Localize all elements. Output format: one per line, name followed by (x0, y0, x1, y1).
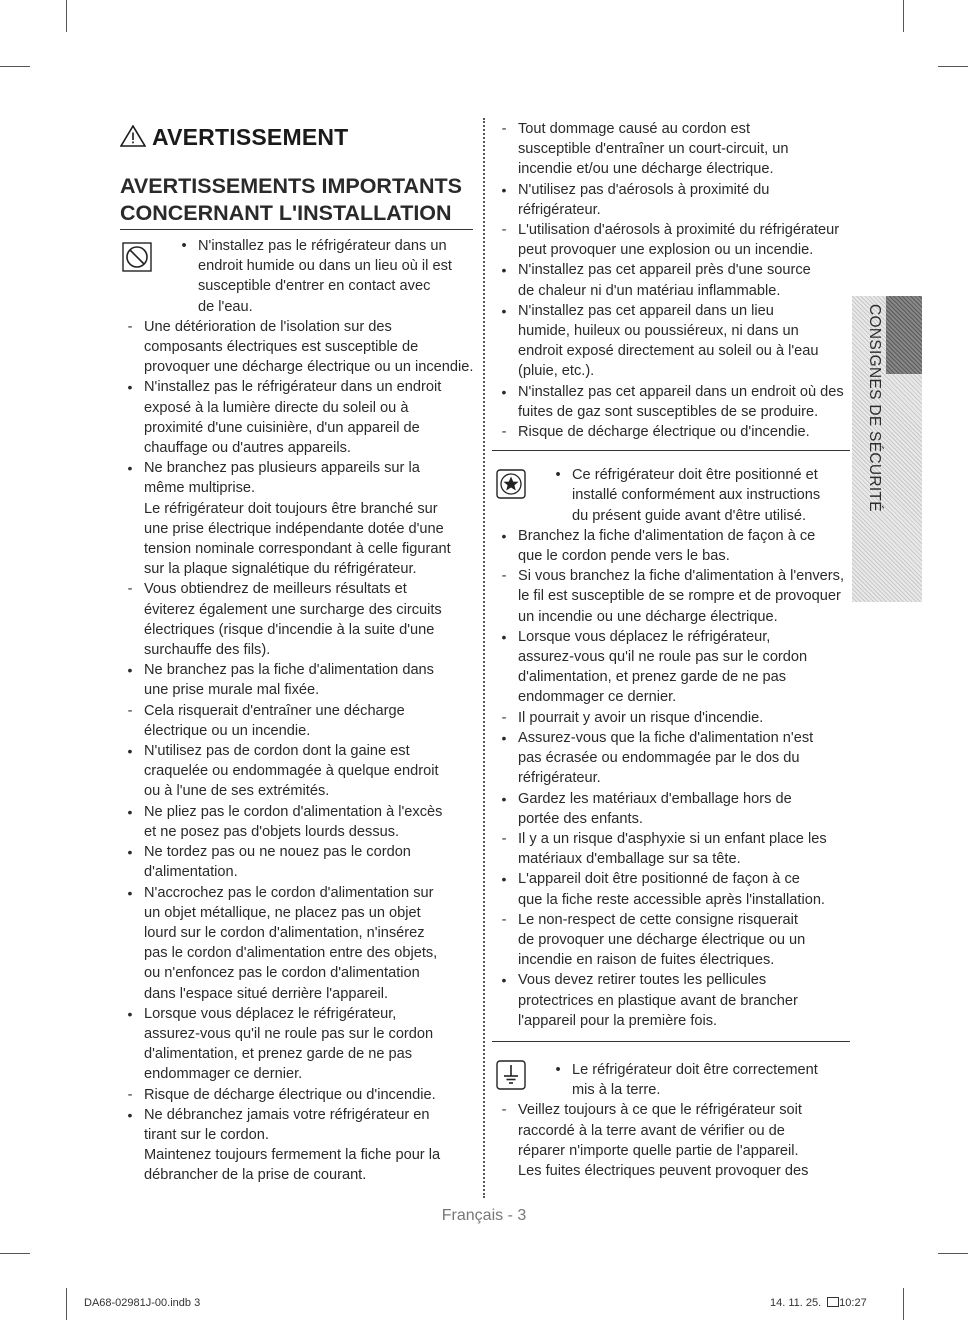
text-line: Le réfrigérateur doit toujours être branché sur (144, 500, 438, 517)
installation-notice (492, 465, 850, 526)
text-line: N'accrochez pas le cordon d'alimentation sur (144, 884, 434, 901)
item-text (518, 627, 850, 708)
tab-accent (886, 296, 922, 374)
right-column (492, 119, 850, 1181)
text-line: électrique ou un incendie. (144, 722, 311, 739)
bullet-item (118, 842, 476, 882)
section-separator (492, 450, 850, 451)
dash-item (118, 701, 476, 741)
item-text (518, 970, 850, 1031)
item-text (518, 1100, 850, 1181)
bullet-item (492, 526, 850, 566)
text-line: mis à la terre. (572, 1082, 661, 1099)
item-text (144, 579, 476, 660)
text-line: une prise murale mal fixée. (144, 682, 320, 699)
crop-mark (938, 1253, 968, 1254)
dash-item (492, 119, 850, 180)
item-text (144, 842, 476, 882)
dash-mark: - (501, 1102, 507, 1119)
text-line: tirant sur le cordon. (144, 1126, 269, 1143)
item-text (518, 422, 850, 442)
clock-box-icon (827, 1297, 839, 1307)
column-divider (483, 118, 485, 1198)
bullet-item (118, 883, 476, 1004)
item-text (144, 1085, 476, 1105)
prohibition-icon (122, 242, 152, 272)
text-line: endommager ce dernier. (144, 1066, 303, 1083)
dash-item (492, 220, 850, 260)
notice-text (198, 236, 476, 317)
text-line: pas écrasée ou endommagée par le dos du (518, 750, 800, 767)
dash-mark: - (127, 702, 133, 719)
bullet-item (492, 869, 850, 909)
text-line: susceptible d'entraîner un court-circuit, un (518, 141, 789, 158)
text-line: ou à l'une de ses extrémités. (144, 783, 330, 800)
dash-item (492, 1100, 850, 1181)
bullet-item (118, 377, 476, 458)
dash-mark: - (501, 121, 507, 137)
bullet-item (118, 1105, 476, 1145)
bullet-mark: • (555, 467, 561, 484)
text-line: d'alimentation, et prenez garde de ne pas (144, 1046, 413, 1063)
warning-list (118, 317, 476, 1186)
item-text (518, 910, 850, 971)
text-line: endommager ce dernier. (518, 689, 677, 706)
crop-mark (903, 1288, 904, 1320)
dash-item (492, 829, 850, 869)
bullet-item (492, 301, 850, 382)
text-line: raccordé à la terre avant de vérifier ou de (518, 1122, 785, 1139)
item-text (144, 499, 476, 580)
text-line: composants électriques est susceptible de (144, 339, 419, 356)
item-text (144, 1105, 476, 1145)
text-line: Les fuites électriques peuvent provoquer des (518, 1162, 809, 1179)
item-text (144, 741, 476, 802)
text-line: un incendie ou une décharge électrique. (518, 608, 778, 625)
text-line: d'alimentation, et prenez garde de ne pas (518, 669, 787, 686)
text-line: Risque de décharge électrique ou d'incendie. (144, 1086, 436, 1103)
text-line: électriques (risque d'incendie à la suite d'une (144, 621, 435, 638)
dash-mark: - (501, 830, 507, 847)
bullet-item (118, 741, 476, 802)
text-line: assurez-vous qu'il ne roule pas sur le cordon (144, 1025, 434, 1042)
text-line: L'utilisation d'aérosols à proximité du réfrigérateur (518, 222, 840, 239)
dash-item (118, 317, 476, 378)
dash-item (492, 910, 850, 971)
crop-mark (903, 0, 904, 32)
text-line: Assurez-vous que la fiche d'alimentation n'est (518, 729, 814, 746)
bullet-mark: • (501, 871, 507, 888)
text-line: craquelée ou endommagée à quelque endroit (144, 763, 439, 780)
item-text (144, 377, 476, 458)
text-line: exposé à la lumière directe du soleil ou à (144, 399, 409, 416)
text-line: Cela risquerait d'entraîner une décharge (144, 702, 405, 719)
bullet-item (118, 1004, 476, 1085)
page-number: Français - 3 (441, 1207, 527, 1224)
text-line: Ce réfrigérateur doit être positionné et (572, 467, 818, 484)
text-line: Ne branchez pas la fiche d'alimentation dans (144, 662, 434, 679)
text-line: susceptible d'entrer en contact avec (198, 278, 431, 295)
item-text (518, 829, 850, 869)
text-line: Il y a un risque d'asphyxie si un enfant place les (518, 830, 827, 847)
dash-item (118, 579, 476, 660)
warning-triangle-icon (120, 125, 146, 147)
notice-text (572, 465, 850, 526)
warning-list (492, 119, 850, 442)
item-text (144, 701, 476, 741)
crop-mark (66, 0, 67, 32)
dash-mark: - (501, 568, 507, 585)
print-time: 10:27 (839, 1297, 867, 1309)
bullet-mark: • (501, 262, 507, 279)
dash-item (492, 566, 850, 627)
text-line: Vous obtiendrez de meilleurs résultats et (144, 581, 407, 598)
text-line: Tout dommage causé au cordon est (518, 121, 751, 137)
text-line: un objet métallique, ne placez pas un objet (144, 904, 421, 921)
bullet-mark: • (501, 383, 507, 400)
text-line: Risque de décharge électrique ou d'incendie. (518, 424, 810, 441)
dash-mark: - (501, 709, 507, 726)
dash-item (492, 422, 850, 442)
bullet-mark: • (127, 803, 133, 820)
bullet-item (492, 970, 850, 1031)
text-line: Si vous branchez la fiche d'alimentation à l'envers, (518, 568, 845, 585)
text-line: peut provoquer une explosion ou un incendie. (518, 242, 814, 259)
print-date: 14. 11. 25. (770, 1297, 822, 1309)
text-line: Ne branchez pas plusieurs appareils sur la (144, 460, 420, 477)
bullet-mark: • (501, 302, 507, 319)
text-line: du présent guide avant d'être utilisé. (572, 507, 807, 524)
continuation-text (118, 499, 476, 580)
bullet-mark: • (127, 379, 133, 396)
text-line: Il pourrait y avoir un risque d'incendie. (518, 709, 764, 726)
dash-mark: - (127, 581, 133, 598)
text-line: endroit humide ou dans un lieu où il est (198, 258, 452, 275)
item-text (518, 301, 850, 382)
item-text (144, 660, 476, 700)
warning-list (492, 1100, 850, 1181)
bullet-mark: • (127, 884, 133, 901)
text-line: N'installez pas cet appareil près d'une source (518, 262, 811, 279)
dash-mark: - (501, 222, 507, 239)
text-line: Ne débranchez jamais votre réfrigérateur en (144, 1106, 430, 1123)
text-line: lourd sur le cordon d'alimentation, n'insérez (144, 924, 425, 941)
bullet-mark: • (501, 729, 507, 746)
bullet-mark: • (127, 743, 133, 760)
section-tab-label: CONSIGNES DE SÉCURITÉ (866, 304, 883, 512)
text-line: Branchez la fiche d'alimentation de façon à ce (518, 527, 816, 544)
dash-mark: - (501, 424, 507, 441)
text-line: Le réfrigérateur doit être correctement (572, 1061, 818, 1078)
text-line: même multiprise. (144, 480, 256, 497)
text-line: endroit exposé directement au soleil ou à l'eau (518, 343, 819, 360)
text-line: ou n'enfoncez pas le cordon d'alimentation (144, 965, 420, 982)
bullet-mark: • (501, 972, 507, 989)
text-line: fuites de gaz sont susceptibles de se produire. (518, 403, 819, 420)
item-text (518, 566, 850, 627)
crop-mark (0, 66, 30, 67)
text-line: Lorsque vous déplacez le réfrigérateur, (144, 1005, 397, 1022)
text-line: protectrices en plastique avant de brancher (518, 992, 798, 1009)
warning-list (492, 526, 850, 1031)
star-icon (496, 469, 526, 499)
text-line: provoquer une décharge électrique ou un incendie. (144, 359, 474, 376)
bullet-item (492, 627, 850, 708)
bullet-item (118, 802, 476, 842)
bullet-item (492, 728, 850, 789)
section-subtitle: AVERTISSEMENTS IMPORTANTS CONCERNANT L'INSTALLATION (120, 173, 473, 230)
ground-icon (496, 1060, 526, 1090)
dash-item (118, 1085, 476, 1105)
left-column (118, 236, 476, 1186)
text-line: l'appareil pour la première fois. (518, 1012, 718, 1029)
bullet-mark: • (127, 460, 133, 477)
text-line: N'installez pas cet appareil dans un endroit où des (518, 383, 844, 400)
text-line: humide, huileux ou poussiéreux, ni dans un (518, 323, 799, 340)
item-text (518, 728, 850, 789)
bullet-mark: • (127, 1005, 133, 1022)
bullet-mark: • (181, 238, 187, 254)
text-line: de chaleur ni d'un matériau inflammable. (518, 282, 781, 299)
item-text (518, 708, 850, 728)
text-line: assurez-vous qu'il ne roule pas sur le cordon (518, 649, 808, 666)
crop-mark (0, 1253, 30, 1254)
bullet-item (492, 260, 850, 300)
text-line: (pluie, etc.). (518, 363, 595, 380)
bullet-item (492, 180, 850, 220)
dash-item (492, 708, 850, 728)
bullet-mark: • (127, 662, 133, 679)
text-line: dans l'espace situé derrière l'appareil. (144, 985, 389, 1002)
text-line: portée des enfants. (518, 810, 643, 827)
notice-text (572, 1060, 850, 1100)
text-line: Le non-respect de cette consigne risquerait (518, 911, 798, 928)
crop-mark (938, 66, 968, 67)
section-separator (492, 1041, 850, 1042)
text-line: chauffage ou d'autres appareils. (144, 440, 351, 457)
page-title (120, 124, 348, 151)
text-line: Vous devez retirer toutes les pellicules (518, 972, 767, 989)
grounding-notice (492, 1060, 850, 1100)
crop-mark (66, 1288, 67, 1320)
text-line: une prise électrique indépendante dotée d'une (144, 520, 444, 537)
dash-mark: - (127, 1086, 133, 1103)
text-line: que le cordon pende vers le bas. (518, 548, 730, 565)
text-line: Lorsque vous déplacez le réfrigérateur, (518, 628, 771, 645)
item-text (518, 260, 850, 300)
text-line: de l'eau. (198, 298, 253, 315)
bullet-mark: • (127, 844, 133, 861)
bullet-mark: • (501, 628, 507, 645)
bullet-mark: • (501, 181, 507, 198)
text-line: incendie en raison de fuites électriques. (518, 952, 775, 969)
item-text (144, 883, 476, 1004)
text-line: N'installez pas cet appareil dans un lieu (518, 302, 774, 319)
text-line: tension nominale correspondant à celle figurant (144, 541, 451, 558)
bullet-item (492, 382, 850, 422)
item-text (144, 1145, 476, 1185)
text-line: pas le cordon d'alimentation entre des objets, (144, 945, 438, 962)
item-text (518, 526, 850, 566)
text-line: que la fiche reste accessible après l'installation. (518, 891, 825, 908)
text-line: N'utilisez pas d'aérosols à proximité du (518, 181, 770, 198)
text-line: Gardez les matériaux d'emballage hors de (518, 790, 792, 807)
dash-mark: - (501, 911, 507, 928)
prohibition-notice (118, 236, 476, 317)
item-text (518, 789, 850, 829)
bullet-item (118, 660, 476, 700)
text-line: N'installez pas le réfrigérateur dans un endroit (144, 379, 442, 396)
text-line: Veillez toujours à ce que le réfrigérateur soit (518, 1102, 802, 1119)
text-line: réfrigérateur. (518, 201, 601, 218)
text-line: et ne posez pas d'objets lourds dessus. (144, 823, 400, 840)
text-line: Maintenez toujours fermement la fiche pour la (144, 1147, 441, 1164)
text-line: N'installez pas le réfrigérateur dans un (198, 238, 447, 254)
text-line: surchauffe des fils). (144, 642, 271, 659)
text-line: L'appareil doit être positionné de façon à ce (518, 871, 800, 888)
date-slug (770, 1297, 867, 1309)
title-text: AVERTISSEMENT (152, 124, 349, 150)
text-line: Ne pliez pas le cordon d'alimentation à l'excès (144, 803, 443, 820)
text-line: incendie et/ou une décharge électrique. (518, 161, 774, 178)
text-line: installé conformément aux instructions (572, 487, 821, 504)
section-tab (852, 296, 922, 602)
item-text (518, 220, 850, 260)
item-text (144, 317, 476, 378)
continuation-text (118, 1145, 476, 1185)
text-line: débrancher de la prise de courant. (144, 1167, 367, 1184)
item-text (518, 180, 850, 220)
item-text (144, 802, 476, 842)
text-line: le fil est susceptible de se rompre et de provoquer (518, 588, 841, 605)
text-line: Une détérioration de l'isolation sur des (144, 318, 392, 335)
item-text (518, 119, 850, 180)
text-line: éviterez également une surcharge des circuits (144, 601, 442, 618)
text-line: proximité d'une cuisinière, d'un appareil de (144, 419, 420, 436)
bullet-mark: • (127, 1106, 133, 1123)
item-text (518, 382, 850, 422)
item-text (144, 1004, 476, 1085)
text-line: matériaux d'emballage sur sa tête. (518, 851, 741, 868)
text-line: Ne tordez pas ou ne nouez pas le cordon (144, 844, 411, 861)
bullet-mark: • (555, 1061, 561, 1078)
item-text (518, 869, 850, 909)
text-line: de provoquer une décharge électrique ou un (518, 931, 806, 948)
text-line: réparer n'importe quelle partie de l'appareil. (518, 1142, 799, 1159)
text-line: N'utilisez pas de cordon dont la gaine est (144, 743, 410, 760)
item-text (144, 458, 476, 498)
text-line: d'alimentation. (144, 864, 238, 881)
file-slug: DA68-02981J-00.indb 3 (84, 1297, 201, 1309)
bullet-mark: • (501, 527, 507, 544)
text-line: sur la plaque signalétique du réfrigérateur. (144, 561, 417, 578)
bullet-mark: • (501, 790, 507, 807)
bullet-item (492, 789, 850, 829)
dash-mark: - (127, 318, 133, 335)
text-line: réfrigérateur. (518, 770, 601, 787)
bullet-item (118, 458, 476, 498)
